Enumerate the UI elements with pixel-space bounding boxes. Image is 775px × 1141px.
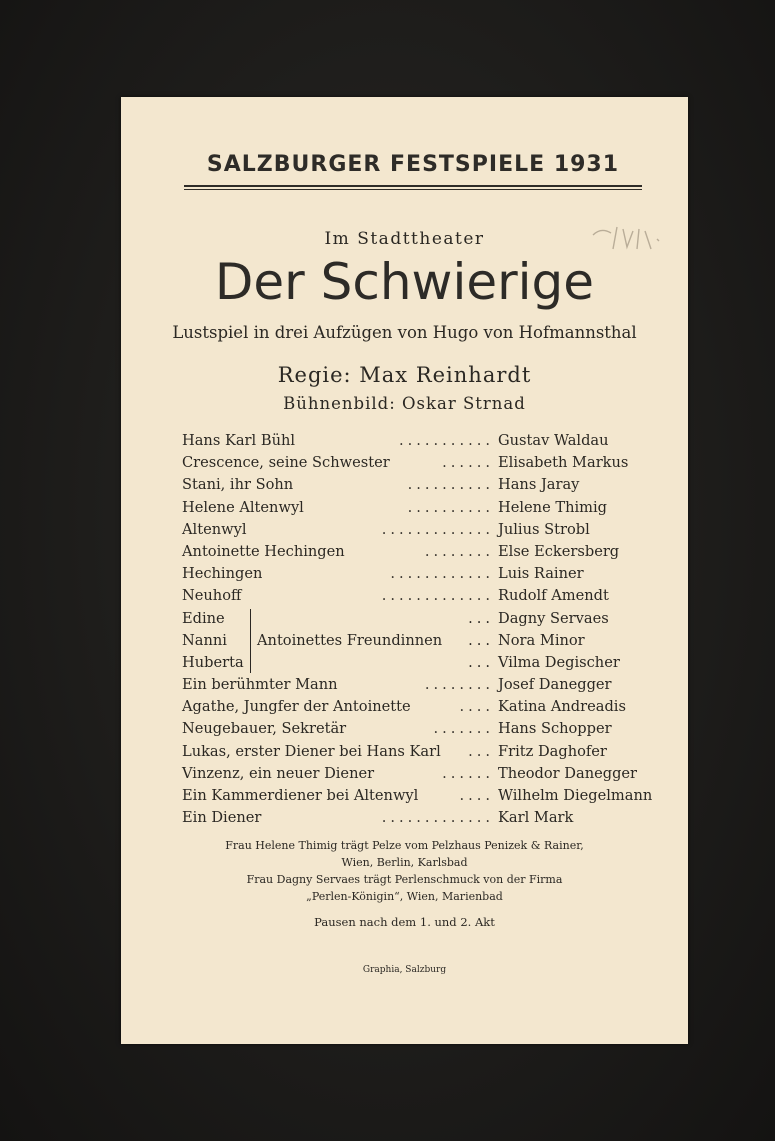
leader-dots: ... (468, 631, 494, 649)
cast-row (182, 430, 652, 452)
cast-actor: Luis Rainer (498, 565, 584, 583)
cast-role: Neugebauer, Sekretär (182, 720, 347, 738)
cast-actor: Hans Schopper (498, 720, 612, 738)
stage-design-credit: Bühnenbild: Oskar Strnad (283, 394, 526, 413)
group-label: Antoinettes Freundinnen (257, 631, 443, 649)
cast-actor: Katina Andreadis (498, 698, 626, 716)
cast-row (182, 474, 652, 496)
leader-dots: ............ (390, 565, 494, 583)
cast-role: Agathe, Jungfer der Antoinette (182, 698, 411, 716)
note-line: Frau Dagny Servaes trägt Perlenschmuck von der Firma (246, 873, 563, 886)
cast-row (182, 763, 652, 785)
leader-dots: ... (468, 653, 494, 671)
cast-actor: Gustav Waldau (498, 432, 609, 449)
cast-role: Nanni (182, 631, 227, 649)
cast-actor: Rudolf Amendt (498, 587, 609, 605)
cast-row (182, 563, 652, 585)
leader-dots: .......... (407, 476, 494, 494)
cast-actor: Fritz Daghofer (498, 742, 607, 760)
cast-role: Stani, ihr Sohn (182, 476, 294, 494)
cast-list (182, 430, 652, 829)
cast-row (182, 608, 652, 630)
cast-actor: Else Eckersberg (498, 542, 620, 560)
cast-actor: Julius Strobl (498, 520, 590, 538)
director-credit: Regie: Max Reinhardt (277, 363, 532, 387)
leader-dots: ............. (381, 587, 494, 605)
cast-role: Edine (182, 609, 225, 627)
leader-dots: ...... (442, 454, 494, 472)
cast-row (182, 541, 652, 563)
cast-role: Ein Kammerdiener bei Altenwyl (182, 787, 419, 805)
cast-row (182, 718, 652, 740)
festival-header: SALZBURGER FESTSPIELE 1931 (206, 152, 620, 177)
cast-actor: Nora Minor (498, 631, 585, 649)
leader-dots: .... (459, 698, 494, 716)
cast-role: Crescence, seine Schwester (182, 454, 390, 472)
leader-dots: .......... (407, 498, 494, 516)
leader-dots: ... (468, 742, 494, 760)
cast-row (182, 519, 652, 541)
cast-row (182, 652, 652, 674)
leader-dots: ....... (433, 720, 494, 738)
note-line: Frau Helene Thimig trägt Pelze vom Pelzhaus Penizek & Rainer, (225, 839, 584, 852)
cast-role: Helene Altenwyl (182, 498, 304, 516)
cast-row (182, 785, 652, 807)
cast-role: Antoinette Hechingen (182, 542, 345, 560)
leader-dots: ...... (442, 764, 494, 782)
cast-role: Neuhoff (182, 587, 242, 605)
intermission-note: Pausen nach dem 1. und 2. Akt (314, 915, 495, 929)
cast-row (182, 497, 652, 519)
cast-actor: Theodor Danegger (498, 764, 638, 782)
printer-credit: Graphia, Salzburg (362, 965, 447, 975)
cast-role: Ein Diener (182, 809, 262, 827)
cast-role: Huberta (182, 653, 244, 671)
cast-actor: Josef Danegger (498, 676, 612, 694)
leader-dots: ............. (381, 520, 494, 538)
cast-role: Ein berühmter Mann (182, 676, 338, 694)
cast-actor: Karl Mark (498, 809, 574, 827)
cast-actor: Vilma Degischer (498, 653, 620, 671)
cast-row (182, 452, 652, 474)
leader-dots: ........ (424, 542, 494, 560)
cast-actor: Hans Jaray (498, 476, 580, 494)
program-sheet (121, 97, 688, 1044)
cast-actor: Dagny Servaes (498, 609, 609, 627)
cast-actor: Wilhelm Diegelmann (498, 787, 653, 805)
play-title: Der Schwierige (214, 253, 595, 311)
header-rule (184, 185, 642, 187)
cast-role: Vinzenz, ein neuer Diener (182, 764, 375, 782)
brace (244, 609, 251, 673)
cast-row (182, 741, 652, 763)
header-rule-thin (184, 189, 642, 190)
cast-row (182, 674, 652, 696)
cast-row (182, 696, 652, 718)
cast-row (182, 585, 652, 607)
sponsor-notes (121, 837, 688, 905)
cast-actor: Elisabeth Markus (498, 454, 629, 472)
play-subtitle: Lustspiel in drei Aufzügen von Hugo von Hofmannsthal (172, 323, 637, 342)
leader-dots: ........... (398, 432, 494, 449)
leader-dots: ............. (381, 809, 494, 827)
leader-dots: .... (459, 787, 494, 805)
note-line: „Perlen-Königin“, Wien, Marienbad (306, 890, 503, 903)
friends-group (182, 608, 652, 675)
cast-role: Hechingen (182, 565, 263, 583)
cast-role: Altenwyl (182, 520, 247, 538)
note-line: Wien, Berlin, Karlsbad (341, 856, 468, 869)
cast-row (182, 807, 652, 829)
venue: Im Stadttheater (324, 229, 485, 249)
cast-role: Lukas, erster Diener bei Hans Karl (182, 742, 441, 760)
leader-dots: ... (468, 609, 494, 627)
cast-role: Hans Karl Bühl (182, 432, 296, 449)
leader-dots: ........ (424, 676, 494, 694)
cast-actor: Helene Thimig (498, 498, 607, 516)
